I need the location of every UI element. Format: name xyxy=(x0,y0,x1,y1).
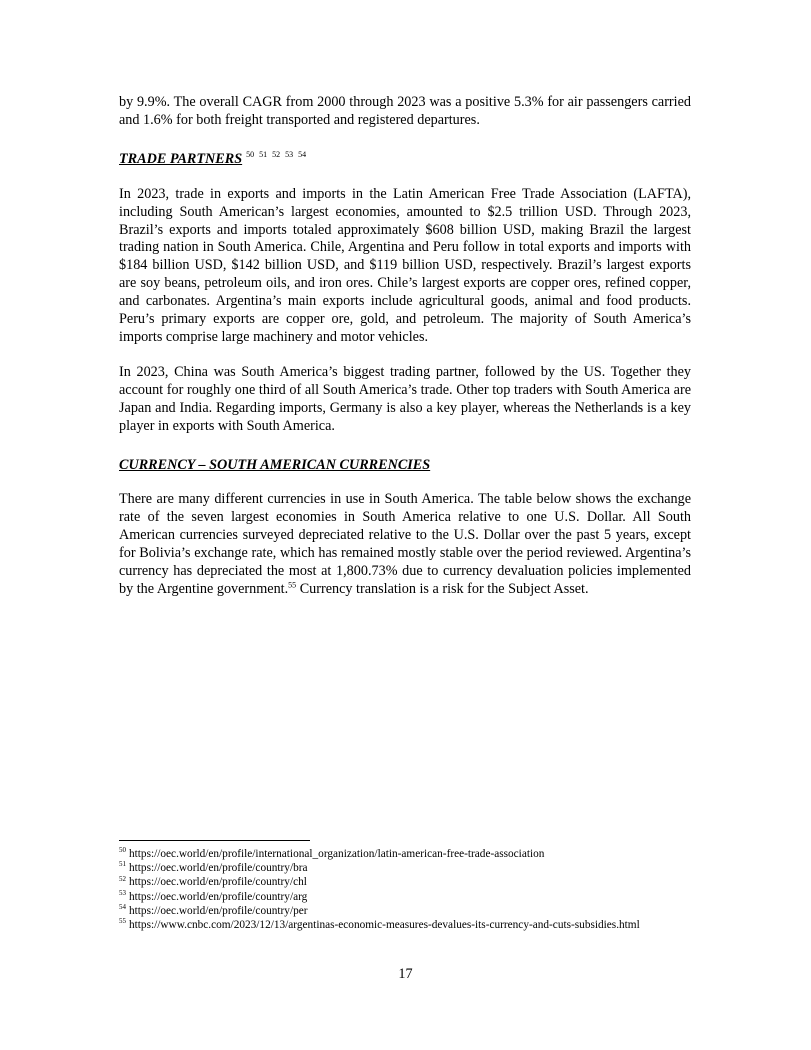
footnote-55 xyxy=(119,918,691,932)
page-number: 17 xyxy=(398,966,413,982)
footnotes-section xyxy=(119,840,691,932)
trade-partners-heading-text: TRADE PARTNERS xyxy=(119,150,243,167)
footnote-number: 53 xyxy=(119,888,126,897)
footnote-51 xyxy=(119,861,691,875)
footnote-50 xyxy=(119,847,691,861)
page-content xyxy=(119,94,691,599)
footnote-53 xyxy=(119,890,691,904)
footnote-link[interactable]: https://oec.world/en/profile/country/chl xyxy=(129,876,307,889)
footnote-number: 52 xyxy=(119,874,126,883)
footnote-number: 51 xyxy=(119,860,126,869)
footnote-number: 55 xyxy=(119,917,126,926)
footnote-number: 54 xyxy=(119,903,126,912)
footnote-link[interactable]: https://oec.world/en/profile/international_organization/latin-american-free-trade-association xyxy=(129,848,545,860)
footnote-link[interactable]: https://oec.world/en/profile/country/bra xyxy=(129,862,308,875)
footnote-52 xyxy=(119,875,691,889)
footnote-link[interactable]: https://oec.world/en/profile/country/arg xyxy=(129,890,308,903)
trade-partners-heading xyxy=(119,151,691,169)
intro-paragraph: by 9.9%. The overall CAGR from 2000 through 2023 was a positive 5.3% for air passengers carried and 1.6% for both freight transported and registered departures. xyxy=(119,94,691,128)
currency-paragraph-main: There are many different currencies in use in South America. The table below shows the exchange rate of the seven largest economies in South America relative to one U.S. Dollar. All South American currencies surveyed depreciated relative to the U.S. Dollar over the past 5 years, except for Bolivia’s exchange rate, which has remained mostly stable over the period reviewed. Argentina’s currency has depreciated the most at 1,800.73% due to currency devaluation policies implemented by the Argentine government. xyxy=(119,491,691,597)
footnote-number: 50 xyxy=(119,846,126,855)
footnote-link[interactable]: https://oec.world/en/profile/country/per xyxy=(129,904,308,917)
currency-paragraph-tail: Currency translation is a risk for the Subject Asset. xyxy=(296,580,589,597)
currency-paragraph xyxy=(119,491,691,598)
currency-heading: CURRENCY – SOUTH AMERICAN CURRENCIES xyxy=(119,456,431,473)
trade-partners-paragraph-1: In 2023, trade in exports and imports in the Latin American Free Trade Association (LAFTA), including South American’s largest economies, amounted to $2.5 trillion USD. Through 2023, Brazil’s exports and imports totaled approximately $608 billion USD, making Brazil the largest trading nation in South America. Chile, Argentina and Peru follow in total exports and imports with $184 billion USD, $142 billion USD, and $119 billion USD, respectively. Brazil’s largest exports are soy beans, petroleum oils, and iron ores. Chile’s largest exports are copper ores, refined copper, and carbonates. Argentina’s main exports include agricultural goods, animal and food products. Peru’s primary exports are copper ore, gold, and petroleum. The majority of South America’s imports comprise large machinery and motor vehicles. xyxy=(119,185,691,345)
trade-partners-footnote-refs: 50 51 52 53 54 xyxy=(246,150,307,160)
footnote-ref-55[interactable]: 55 xyxy=(288,580,297,590)
footnote-link[interactable]: https://www.cnbc.com/2023/12/13/argentinas-economic-measures-devalues-its-currency-and-cuts-subsidies.html xyxy=(129,919,640,932)
footnote-54 xyxy=(119,904,691,918)
trade-partners-paragraph-2: In 2023, China was South America’s biggest trading partner, followed by the US. Together they account for roughly one third of all South America’s trade. Other top traders with South America are Japan and India. Regarding imports, Germany is also a key player, whereas the Netherlands is a key player in exports with South America. xyxy=(119,363,691,434)
footnote-divider xyxy=(119,840,310,841)
